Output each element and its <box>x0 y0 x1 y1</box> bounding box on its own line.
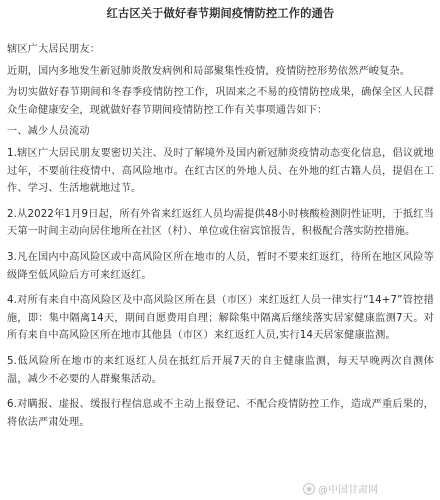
source-watermark <box>303 481 378 496</box>
intro-paragraph-1: 近期，国内多地发生新冠肺炎散发病例和局部聚集性疫情，疫情防控形势依然严峻复杂。 <box>7 65 411 77</box>
weibo-icon: ◉ <box>303 483 315 495</box>
list-item-4: 4.对所有来自中高风险区及中高风险区所在县（市区）来红返红人员一律实行“14+7”管控措施，即：集中隔离14天，期间自愿费用自理；解除集中隔离后继续落实居家健康监测7天。对所有来自中高风险区所在地市其他县（市区）来红返红人员,实行14天居家健康监测。 <box>7 295 434 342</box>
watermark-text: @中国甘肃网 <box>318 485 378 496</box>
intro-paragraph-2: 为切实做好春节期间和冬春季疫情防控工作，巩固来之不易的疫情防控成果，确保全区人民群众生命健康安全，现就做好春节期间疫情防控工作有关事项通告如下： <box>7 87 434 116</box>
salutation: 辖区广大居民朋友： <box>7 44 101 55</box>
document-title: 红古区关于做好春节期间疫情防控工作的通告 <box>106 7 335 20</box>
list-item-3: 3.凡在国内中高风险区或中高风险区所在地市的人员，暂时不要来红返红，待所在地区风险等级降至低风险后方可来红返红。 <box>7 251 434 281</box>
section-heading: 一、减少人员流动 <box>7 126 90 138</box>
list-item-1: 1.辖区广大居民朋友要密切关注、及时了解境外及国内新冠肺炎疫情动态变化信息，倡议就地过年，不要前往疫情中、高风险地市。在红古区的外地人员、在外地的红古籍人员，提倡在工作、学习、生活地就地过节。 <box>7 147 434 195</box>
list-item-2: 2.从2022年1月9日起，所有外省来红返红人员均需提供48小时核酸检测阴性证明，于抵红当天第一时间主动向居住地所在社区（村）、单位或住宿宾馆报告，积极配合落实防控措施。 <box>7 208 434 238</box>
list-item-5: 5.低风险所在地市的来红返红人员在抵红后开展7天的自主健康监测，每天早晚两次自测体温，减少不必要的人群聚集活动。 <box>7 355 434 385</box>
list-item-6: 6.对瞒报、虚报、缓报行程信息或不主动上报登记、不配合疫情防控工作，造成严重后果的，将依法严肃处理。 <box>7 399 434 428</box>
